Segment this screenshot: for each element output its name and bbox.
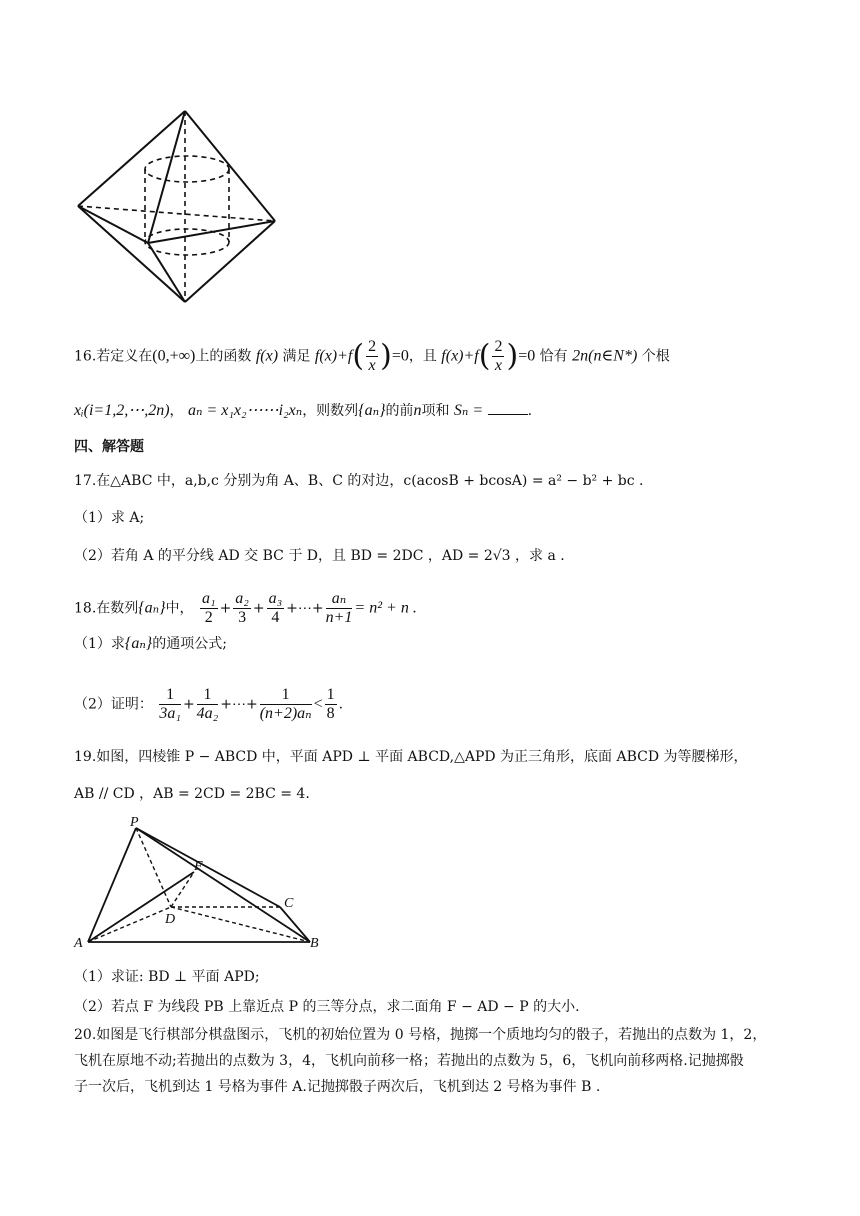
q19-sub-1: （1）求证: BD ⊥ 平面 APD;: [74, 969, 260, 985]
q16-text-5: 恰有: [539, 348, 568, 365]
q19-sub-2: （2）若点 F 为线段 PB 上靠近点 P 的三等分点，求二面角 F − AD − P 的大小.: [74, 999, 580, 1015]
q16-domain: (0,+∞): [152, 347, 196, 365]
frac-den: x: [368, 357, 376, 374]
q16-fx: f(x): [255, 347, 279, 365]
q16-cond-1-frac: [366, 338, 378, 375]
label-p: P: [130, 815, 139, 830]
q18-ineq-term-n: [260, 686, 312, 723]
q20-line-3: 子一次后，飞机到达 1 号格为事件 A.记抛掷骰子两次后，飞机到达 2 号格为事件 B .: [74, 1079, 601, 1095]
q20-line-2: 飞机在原地不动;若抛出的点数为 3，4，飞机向前移一格；若抛出的点数为 5，6，飞机向前移两格.记抛掷骰: [74, 1053, 744, 1069]
frac-num: 1: [326, 686, 335, 703]
answer-blank[interactable]: [488, 400, 528, 415]
label-d: D: [165, 912, 176, 927]
frac-den: x: [494, 357, 503, 374]
q18-text-1: 18.在数列: [74, 600, 139, 617]
q19-stem-1: 19.如图，四棱锥 P − ABCD 中，平面 APD ⊥ 平面 ABCD,△APD 为正三角形，底面 ABCD 为等腰梯形，: [74, 749, 748, 765]
q16-text-3: 满足: [282, 348, 311, 365]
q18-term-1: [200, 590, 218, 627]
q18-term-2: [233, 590, 251, 627]
section-header: 四、解答题: [74, 439, 144, 455]
label-f: F: [194, 859, 203, 874]
q18-sub-1-a: （1）求: [74, 636, 125, 652]
frac-den: (n+2)aₙ: [259, 705, 312, 722]
q17-stem: 17.在△ABC 中，a,b,c 分别为角 A、B、C 的对边，c(acosB + bcosA) = a² − b² + bc .: [74, 473, 644, 489]
q16-roots: 2n(n∈N*): [572, 347, 638, 365]
frac-num: 1: [159, 686, 181, 705]
q16-cond-2-frac: [492, 338, 504, 375]
frac-den: 8: [326, 705, 335, 722]
q16-text-4: ，且: [408, 348, 437, 365]
q16-cond-2-eq: =0: [518, 347, 536, 365]
q18-lt: <: [313, 695, 323, 713]
q18-ineq-term-1: [159, 686, 181, 723]
label-a: A: [74, 936, 83, 951]
frac-den: 3: [238, 609, 247, 626]
q16-text-9: 项和: [421, 403, 450, 419]
q16-text-6: 个根: [641, 348, 670, 365]
frac-num: 2: [494, 338, 503, 355]
q18-sub-1: [74, 634, 227, 654]
q18-ineq-rhs: [325, 686, 337, 723]
q16-text-1: 16.若定义在: [74, 348, 153, 365]
q18-term-n: [326, 590, 353, 627]
q16-text-2: 上的函数: [195, 348, 252, 365]
q16-end: .: [527, 403, 533, 419]
q16-cond-1-eq: =0: [391, 347, 409, 365]
q18-text-2: 中，: [165, 600, 194, 617]
q16-xi: xᵢ(i=1,2,⋯,2n): [74, 402, 170, 419]
q18-seq: {aₙ}: [138, 599, 166, 617]
q18-sub-2-label: （2）证明：: [74, 696, 153, 713]
frac-den: 4: [271, 609, 280, 626]
q16-sn: Sₙ =: [453, 402, 484, 419]
q16-text-7: ，则数列: [302, 403, 359, 419]
q18-sub-1-b: 的通项公式;: [152, 636, 227, 652]
frac-num: 1: [197, 686, 219, 705]
q19-stem-2: AB // CD ，AB = 2CD = 2BC = 4.: [74, 786, 310, 802]
frac-num: 1: [260, 686, 312, 705]
q18-term-3: [267, 590, 285, 627]
frac-den: 4a₂: [196, 705, 219, 722]
q18-rhs: = n² + n .: [354, 599, 417, 617]
q20-line-1: 20.如图是飞行棋部分棋盘图示，飞机的初始位置为 0 号格，抛掷一个质地均匀的骰子，若抛出的点数为 1，2，: [74, 1027, 767, 1043]
frac-den: 2: [204, 609, 213, 626]
q16-n: n: [413, 402, 422, 419]
q18-end: .: [338, 696, 344, 713]
q16-line-1: 16.若定义在(0,+∞)上的函数 f(x) 满足 f(x)+f( $\frac{2}{x}$ )=0，且 f(x)+f( $\frac{2}{x}$ )=0 恰有 2n(n∈N*) 个根: [74, 338, 670, 374]
q18-sub-2: （2）证明： $\frac{1}{\text{3a₁}}$ + $\frac{1}{\text{4a₂}}$ +⋯+ $\frac{1}{\text{(n+2)aₙ}}$ < $\frac{1}{8}$ .: [74, 686, 344, 722]
q16-seq: {aₙ}: [358, 402, 386, 419]
q16-cond-1-left: f(x)+f: [314, 347, 353, 365]
label-c: C: [284, 896, 294, 911]
q18-ineq-term-2: [197, 686, 219, 723]
q17-sub-2: （2）若角 A 的平分线 AD 交 BC 于 D，且 BD = 2DC ，AD = 2√3 ，求 a .: [74, 548, 565, 564]
frac-num: a₃: [268, 590, 283, 607]
label-b: B: [310, 936, 319, 951]
q16-an-def: aₙ = x₁x₂⋯⋯i₂xₙ: [187, 402, 303, 419]
q16-text-8: 的前: [385, 403, 414, 419]
q16-comma: ，: [169, 403, 184, 419]
q18-sub-1-seq: {aₙ}: [124, 635, 153, 652]
frac-num: a₂: [235, 590, 249, 607]
frac-den: n+1: [325, 609, 353, 626]
pyramid-figure: [70, 815, 330, 955]
frac-num: aₙ: [326, 590, 353, 609]
q18-stem: 18.在数列{aₙ}中， $\frac{\text{a₁}}{2}$ + $\frac{\text{a₂}}{3}$ + $\frac{\text{a₃}}{4}$ +⋯+ $\frac{\text{aₙ}}{n+1}$ = n² + n .: [74, 590, 417, 626]
q16-line-2: [74, 400, 532, 421]
q17-sub-1: （1）求 A;: [74, 510, 145, 526]
q18-dots: +⋯+: [286, 600, 324, 617]
frac-num: 2: [368, 338, 377, 355]
frac-den: 3a₁: [159, 705, 181, 722]
frac-num: a₁: [202, 590, 216, 607]
q16-cond-2-left: f(x)+f: [441, 347, 479, 365]
octahedron-cylinder-figure: [70, 105, 285, 310]
q18-ineq-dots: +⋯+: [220, 696, 258, 713]
